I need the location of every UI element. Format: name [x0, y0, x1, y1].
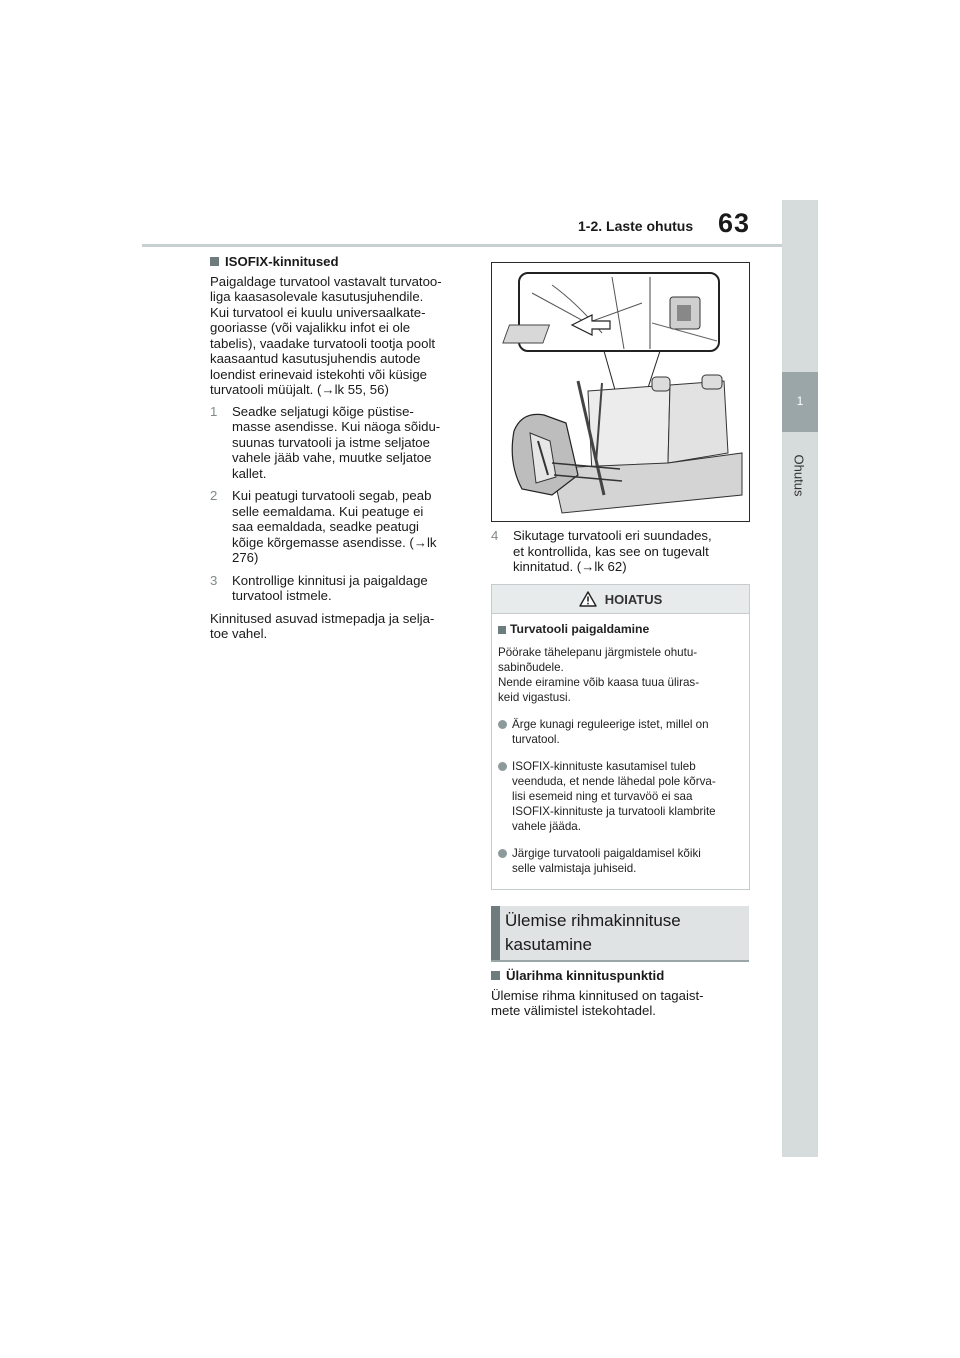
text-line: sabinõudele.: [498, 661, 564, 674]
chapter-number: 1: [796, 394, 804, 408]
text-line: Ärge kunagi reguleerige istet, millel on: [512, 718, 709, 731]
warning-intro: [498, 645, 743, 705]
page-reference-link[interactable]: kinnitatud. (→lk 62): [513, 559, 627, 574]
warning-subheading: [498, 622, 743, 637]
page-reference-link[interactable]: kõige kõrgemasse asendisse. (→lk: [232, 534, 437, 550]
text-line: Paigaldage turvatool vastavalt turvatoo-: [210, 273, 442, 289]
round-bullet-icon: [498, 849, 507, 858]
text-line: vahele jääda.: [512, 820, 581, 833]
warning-subheading-text: Turvatooli paigaldamine: [510, 622, 650, 636]
text-line: Nende eiramine võib kaasa tuua üliras-: [498, 676, 700, 689]
warning-bullet: [498, 759, 743, 834]
text-line: selle eemaldama. Kui peatuge ei: [232, 503, 424, 519]
text-line: vahele jääb vahe, muutke seljatoe: [232, 450, 432, 465]
top-tether-text: [491, 988, 753, 1019]
text-line: Kontrollige kinnitusi ja paigaldage: [232, 572, 428, 588]
text-line: lisi esemeid ning et turvavöö ei saa: [512, 790, 693, 803]
text-line: selle valmistaja juhiseid.: [512, 862, 637, 875]
text-line: Seadke seljatugi kõige püstise-: [232, 403, 414, 419]
text-line: loendist erinevaid istekohti või küsige: [210, 366, 427, 382]
page-reference-link[interactable]: turvatooli müüjalt. (→lk 55, 56): [210, 382, 389, 397]
top-tether-block: [491, 968, 753, 1025]
step-3: [210, 573, 472, 604]
isofix-outro: [210, 611, 472, 642]
chapter-side-tab: [782, 200, 818, 1157]
isofix-heading: [210, 254, 472, 270]
text-line: keid vigastusi.: [498, 691, 571, 704]
text-line: ISOFIX-kinnituste kasutamisel tuleb: [512, 760, 696, 773]
section-heading-box: [491, 906, 749, 962]
step-number: 3: [210, 572, 218, 588]
text-line: toe vahel.: [210, 626, 268, 641]
warning-title: HOIATUS: [604, 591, 663, 607]
text-line: mete välimistel istekohtadel.: [491, 1003, 656, 1018]
running-header: 1-2. Laste ohutus: [578, 218, 694, 234]
section-accent-bar: [491, 906, 500, 960]
child-seat-illustration-icon: [492, 263, 749, 521]
warning-header: [492, 585, 749, 614]
warning-box: [491, 584, 750, 890]
text-line: Kui peatugi turvatooli segab, peab: [232, 488, 432, 503]
square-bullet-icon: [498, 626, 506, 634]
left-column: [210, 254, 472, 648]
step-number: 2: [210, 488, 218, 503]
square-bullet-icon: [491, 971, 500, 980]
chapter-label: Ohutus: [791, 454, 807, 497]
text-line: liga kaasasolevale kasutusjuhendile.: [210, 289, 424, 304]
isofix-illustration: [491, 262, 750, 522]
warning-bullet: [498, 717, 743, 747]
step-number: 4: [491, 528, 499, 543]
text-line: Ülemise rihma kinnitused on tagaist-: [491, 987, 704, 1003]
header-rule: [142, 244, 782, 247]
warning-bullet: [498, 846, 743, 876]
text-line: Pöörake tähelepanu järgmistele ohutu-: [498, 646, 698, 659]
step-number: 1: [210, 403, 218, 419]
section-title: [505, 909, 745, 957]
text-line: Sikutage turvatooli eri suundades,: [513, 528, 712, 543]
text-line: Järgige turvatooli paigaldamisel kõiki: [512, 847, 701, 860]
text-line: kallet.: [232, 465, 267, 481]
top-tether-heading-text: Ülarihma kinnituspunktid: [506, 968, 665, 983]
step-4-column: [491, 528, 749, 582]
isofix-heading-text: ISOFIX-kinnitused: [225, 254, 339, 269]
isofix-intro: [210, 274, 472, 398]
step-text: [513, 528, 749, 575]
page-number: 63: [718, 208, 751, 238]
step-2: [210, 488, 472, 566]
chapter-label-container: [784, 440, 814, 510]
round-bullet-icon: [498, 762, 507, 771]
round-bullet-icon: [498, 720, 507, 729]
step-1: [210, 404, 472, 482]
text-line: Kui turvatool ei kuulu universaalkate-: [210, 304, 426, 320]
text-line: masse asendisse. Kui näoga sõidu-: [232, 419, 441, 434]
warning-body: [492, 614, 749, 876]
warning-triangle-icon: [579, 591, 597, 607]
text-line: tabelis), vaadake turvatooli tootja poolt: [210, 335, 436, 351]
step-4: [491, 528, 749, 575]
text-line: 276): [232, 550, 259, 565]
text-line: kaasaantud kasutusjuhendis autode: [210, 351, 421, 366]
text-line: ISOFIX-kinnituste ja turvatooli klambrite: [512, 805, 716, 818]
text-line: Kinnitused asuvad istmepadja ja selja-: [210, 610, 435, 626]
square-bullet-icon: [210, 257, 219, 266]
text-line: kasutamine: [505, 935, 592, 954]
chapter-number-tab[interactable]: [782, 372, 818, 432]
text-line: saa eemaldada, seadke peatugi: [232, 519, 419, 534]
text-line: turvatool istmele.: [232, 588, 332, 603]
text-line: gooriasse (või vajalikku infot ei ole: [210, 320, 411, 335]
top-tether-heading: [491, 968, 753, 984]
step-text: [232, 488, 472, 566]
text-line: Ülemise rihmakinnituse: [505, 911, 681, 930]
text-line: veenduda, et nende lähedal pole kõrva-: [512, 775, 716, 788]
step-text: [232, 404, 472, 482]
text-line: et kontrollida, kas see on tugevalt: [513, 543, 709, 559]
text-line: suunas turvatooli ja istme seljatoe: [232, 434, 430, 450]
step-text: [232, 573, 472, 604]
text-line: turvatool.: [512, 733, 560, 746]
